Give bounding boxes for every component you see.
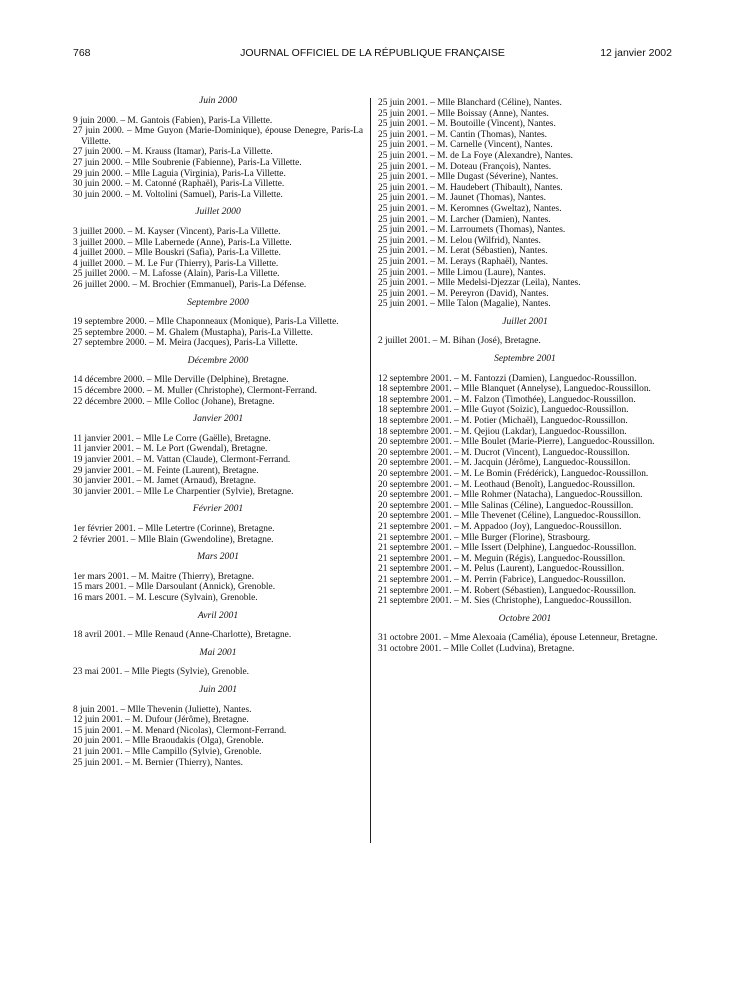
list-item: 30 janvier 2001. – M. Jamet (Arnaud), Bretagne. [73,476,257,487]
list-item: 15 juin 2001. – M. Menard (Nicolas), Clermont-Ferrand. [73,725,287,736]
list-item: 25 juin 2001. – M. Jaunet (Thomas), Nantes. [378,193,546,204]
list-item: 25 juin 2001. – Mlle Dugast (Séverine), Nantes. [378,172,559,183]
list-item: 25 juin 2001. – M. Cantin (Thomas), Nantes. [378,129,547,140]
list-item: 16 mars 2001. – M. Lescure (Sylvain), Grenoble. [73,592,258,603]
month-section [73,96,363,200]
issue-date: 12 janvier 2002 [600,47,672,59]
list-item: 25 juin 2001. – M. Lerat (Sébastien), Nantes. [378,246,548,257]
list-item: 26 juillet 2000. – M. Brochier (Emmanuel), Paris-La Défense. [73,279,307,290]
month-section [73,685,363,768]
list-item: 25 septembre 2000. – M. Ghalem (Mustapha), Paris-La Villette. [73,327,313,338]
column-divider [370,98,371,843]
list-item: 31 octobre 2001. – Mme Alexoaia (Camélia), épouse Letenneur, Bretagne. [378,633,658,644]
list-item: 15 mars 2001. – Mlle Darsoulant (Annick), Grenoble. [73,582,276,593]
list-item: 25 juin 2001. – M. Boutoille (Vincent), Nantes. [378,119,556,130]
list-item: 21 septembre 2001. – M. Perrin (Fabrice), Languedoc-Roussillon. [378,574,626,585]
list-item: 25 juin 2001. – Mlle Boissay (Anne), Nantes. [378,108,549,119]
list-item: 12 juin 2001. – M. Dufour (Jérôme), Bretagne. [73,715,249,726]
page-number: 768 [73,47,91,59]
list-item: 25 juin 2001. – Mlle Limou (Laure), Nantes. [378,267,546,278]
list-item: 9 juin 2000. – M. Gantois (Fabien), Paris-La Villette. [73,115,273,126]
list-item: 25 juin 2001. – M. Haudebert (Thibault), Nantes. [378,182,563,193]
list-item: 25 juin 2001. – Mlle Blanchard (Céline), Nantes. [378,98,562,108]
list-item: 27 septembre 2000. – M. Meira (Jacques), Paris-La Villette. [73,338,298,349]
list-item: 25 juin 2001. – M. Lerays (Raphaël), Nantes. [378,256,549,267]
section-title: Janvier 2001 [192,413,244,425]
section-title: Octobre 2001 [498,612,552,624]
list-item: 11 janvier 2001. – M. Le Port (Gwendal), Bretagne. [73,444,268,455]
list-item: 21 septembre 2001. – M. Pelus (Laurent), Languedoc-Roussillon. [378,564,625,575]
right-column [378,98,672,662]
list-item: 22 décembre 2000. – Mlle Colloc (Johane), Bretagne. [73,396,275,407]
list-item: 20 septembre 2001. – M. Leothaud (Benoît), Languedoc-Roussillon. [378,479,635,490]
list-item: 27 juin 2000. – Mlle Soubrenie (Fabienne), Paris-La Villette. [73,157,302,168]
list-item: 25 juin 2001. – M. de La Foye (Alexandre), Nantes. [378,150,574,161]
section-title: Septembre 2001 [494,353,556,365]
section-title: Mai 2001 [199,646,237,658]
list-item: 4 juillet 2000. – M. Le Fur (Thierry), Paris-La Villette. [73,258,279,269]
section-title: Juillet 2001 [502,315,548,327]
list-item: 29 juin 2000. – Mlle Laguia (Virginia), Paris-La Villette. [73,168,286,179]
list-item: 21 septembre 2001. – M. Robert (Sébastien), Languedoc-Roussillon. [378,585,637,596]
list-item: 30 janvier 2001. – Mlle Le Charpentier (Sylvie), Bretagne. [73,486,294,497]
list-item: 20 septembre 2001. – Mlle Salinas (Céline), Languedoc-Roussillon. [378,500,634,511]
list-item: 12 septembre 2001. – M. Fantozzi (Damien), Languedoc-Roussillon. [378,373,637,384]
list-item: 25 juin 2001. – M. Carnelle (Vincent), Nantes. [378,140,553,151]
section-title: Juillet 2000 [195,206,241,218]
list-item: 25 juin 2001. – M. Bernier (Thierry), Nantes. [73,757,244,768]
list-item: 25 juillet 2000. – M. Lafosse (Alain), Paris-La Villette. [73,269,280,280]
list-item: 2 février 2001. – Mlle Blain (Gwendoline), Bretagne. [73,534,274,545]
list-item: 18 septembre 2001. – M. Falzon (Timothée), Languedoc-Roussillon. [378,394,636,405]
month-section [378,614,672,655]
month-section [73,414,363,497]
list-item: 14 décembre 2000. – Mlle Derville (Delphine), Bretagne. [73,375,289,386]
list-item: 3 juillet 2000. – Mlle Labernede (Anne), Paris-La Villette. [73,237,292,248]
list-item: 1er mars 2001. – M. Maitre (Thierry), Bretagne. [73,571,254,582]
list-item: 27 juin 2000. – Mme Guyon (Marie-Dominique), épouse Denegre, Paris-La Villette. [73,126,363,147]
list-item: 21 septembre 2001. – Mlle Issert (Delphine), Languedoc-Roussillon. [378,543,637,554]
month-section [73,611,363,641]
month-section [73,552,363,603]
list-item: 11 janvier 2001. – Mlle Le Corre (Gaëlle), Bretagne. [73,433,271,444]
list-item: 25 juin 2001. – M. Keromnes (Gweltaz), Nantes. [378,203,562,214]
section-title: Mars 2001 [197,551,239,563]
list-item: 18 septembre 2001. – Mlle Guyot (Soizic), Languedoc-Roussillon. [378,405,629,416]
section-title: Septembre 2000 [187,296,249,308]
list-item: 29 janvier 2001. – M. Feinte (Laurent), Bretagne. [73,465,259,476]
month-section [73,504,363,545]
list-item: 25 juin 2001. – Mlle Talon (Magalie), Nantes. [378,299,551,310]
list-item: 25 juin 2001. – M. Larroumets (Thomas), Nantes. [378,225,566,236]
month-section [73,207,363,290]
list-item: 20 septembre 2001. – M. Le Bomin (Frédérick), Languedoc-Roussillon. [378,469,649,479]
list-item: 19 janvier 2001. – M. Vattan (Claude), Clermont-Ferrand. [73,455,291,466]
list-item: 27 juin 2000. – M. Krauss (Itamar), Paris-La Villette. [73,147,273,158]
list-item: 20 septembre 2001. – Mlle Rohmer (Natacha), Languedoc-Roussillon. [378,490,643,501]
list-item: 25 juin 2001. – M. Lelou (Wilfrid), Nantes. [378,235,541,246]
list-item: 25 juin 2001. – Mlle Medelsi-Djezzar (Leila), Nantes. [378,278,581,289]
section-title: Juin 2000 [198,95,238,106]
list-item: 18 septembre 2001. – Mlle Blanquet (Annelyse), Languedoc-Roussillon. [378,384,651,395]
list-item: 20 juin 2001. – Mlle Braoudakis (Olga), Grenoble. [73,736,264,747]
list-item: 4 juillet 2000. – Mlle Bouskri (Safia), Paris-La Villette. [73,248,281,259]
list-item: 1er février 2001. – Mlle Letertre (Corinne), Bretagne. [73,524,275,534]
section-title: Avril 2001 [197,609,239,621]
month-section [73,648,363,678]
list-item: 3 juillet 2000. – M. Kayser (Vincent), Paris-La Villette. [73,226,281,237]
list-item: 25 juin 2001. – M. Larcher (Damien), Nantes. [378,214,551,225]
section-title: Février 2001 [192,503,244,515]
list-item: 25 juin 2001. – M. Pereyron (David), Nantes. [378,288,549,299]
list-item: 18 septembre 2001. – M. Qejiou (Lakdar), Languedoc-Roussillon. [378,426,627,437]
list-item: 23 mai 2001. – Mlle Piegts (Sylvie), Grenoble. [73,667,250,678]
month-section [378,354,672,607]
list-item: 21 septembre 2001. – M. Meguin (Régis), Languedoc-Roussillon. [378,553,626,564]
list-item: 18 avril 2001. – Mlle Renaud (Anne-Charlotte), Bretagne. [73,630,292,641]
list-item: 20 septembre 2001. – Mlle Boulet (Marie-Pierre), Languedoc-Roussillon. [378,437,655,448]
list-item: 21 septembre 2001. – Mlle Burger (Florine), Strasbourg. [378,532,591,543]
list-item: 20 septembre 2001. – M. Jacquin (Jérôme), Languedoc-Roussillon. [378,458,631,469]
list-item: 19 septembre 2000. – Mlle Chaponneaux (Monique), Paris-La Villette. [73,317,339,328]
list-item: 30 juin 2000. – M. Catonné (Raphaël), Paris-La Villette. [73,179,285,190]
month-section [73,356,363,407]
section-title: Juin 2001 [198,683,238,695]
list-item: 21 septembre 2001. – M. Sies (Christophe), Languedoc-Roussillon. [378,596,632,607]
list-item: 15 décembre 2000. – M. Muller (Christophe), Clermont-Ferrand. [73,386,317,397]
list-item: 30 juin 2000. – M. Voltolini (Samuel), Paris-La Villette. [73,189,283,200]
month-section [378,317,672,347]
list-item: 2 juillet 2001. – M. Bihan (José), Bretagne. [378,336,541,347]
list-item: 18 septembre 2001. – M. Potier (Michaël), Languedoc-Roussillon. [378,416,628,427]
list-item: 21 juin 2001. – Mlle Campillo (Sylvie), Grenoble. [73,746,262,757]
list-item: 25 juin 2001. – M. Doteau (François), Nantes. [378,161,552,172]
month-section [73,298,363,349]
section-title: Décembre 2000 [187,354,249,366]
list-item: 20 septembre 2001. – M. Ducrot (Vincent), Languedoc-Roussillon. [378,447,630,458]
page-header [73,47,672,63]
month-section [378,98,672,310]
journal-title: JOURNAL OFFICIEL DE LA RÉPUBLIQUE FRANÇAISE [240,47,505,59]
list-item: 31 octobre 2001. – Mlle Collet (Ludvina), Bretagne. [378,643,575,654]
list-item: 8 juin 2001. – Mlle Thevenin (Juliette), Nantes. [73,704,252,715]
list-item: 20 septembre 2001. – Mlle Thevenet (Céline), Languedoc-Roussillon. [378,511,641,522]
left-column [73,96,363,775]
list-item: 21 septembre 2001. – M. Appadoo (Joy), Languedoc-Roussillon. [378,521,622,532]
